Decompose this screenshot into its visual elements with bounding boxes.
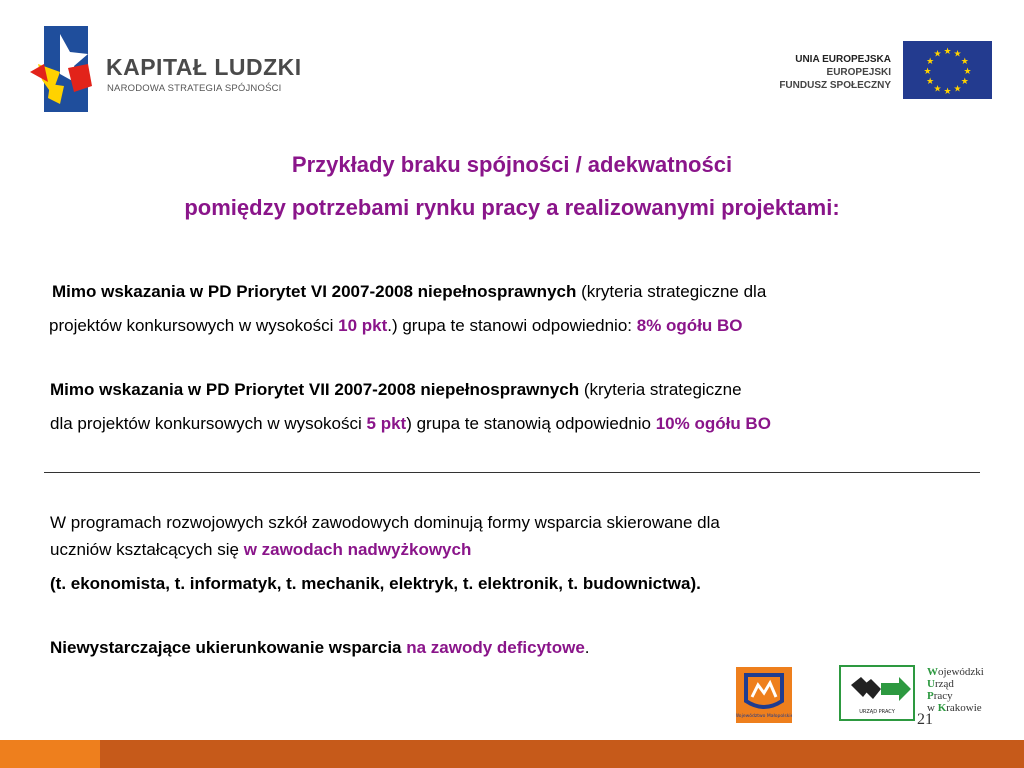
svg-text:★: ★ [960, 77, 969, 87]
para2-text-b: ) grupa te stanowią odpowiednio [406, 414, 656, 433]
svg-text:★: ★ [953, 84, 962, 95]
svg-text:★: ★ [943, 87, 952, 97]
para3-text-a: uczniów kształcących się [50, 540, 244, 559]
para1-bold: Mimo wskazania w PD Priorytet VI 2007-2008 niepełnosprawnych [52, 282, 577, 301]
malopolska-crest-icon [736, 667, 792, 723]
para4-line [50, 637, 590, 659]
kapital-ludzki-logo [30, 24, 300, 114]
para3-line2 [50, 539, 471, 561]
wup-word2: rząd [934, 678, 954, 690]
svg-text:★: ★ [923, 67, 932, 77]
svg-text:★: ★ [933, 84, 942, 95]
wup-letter-p: P [927, 690, 934, 702]
para4-end: . [584, 638, 590, 657]
para1-text-b: .) grupa te stanowi odpowiednio: [387, 316, 637, 335]
para2-rest: (kryteria strategiczne [579, 380, 742, 399]
para1-rest: (kryteria strategiczne dla [576, 282, 767, 301]
kapital-ludzki-title: KAPITAŁ LUDZKI [106, 54, 302, 80]
para1-line2 [49, 315, 743, 337]
kapital-ludzki-star-icon [30, 24, 100, 114]
section-divider [44, 472, 980, 473]
wup-letter-w: W [927, 666, 938, 678]
para2-points: 5 pkt [366, 414, 407, 433]
svg-text:★: ★ [926, 77, 935, 87]
para2-line2 [50, 413, 771, 435]
para2-line1 [50, 379, 742, 401]
wup-arrow-icon [841, 667, 913, 719]
eu-flag-icon [903, 41, 992, 99]
malopolska-logo [736, 667, 792, 723]
para2-text-a: dla projektów konkursowych w wysokości [50, 414, 367, 433]
slide-title-line1: Przykłady braku spójności / adekwatności [291, 152, 733, 177]
wup-letter-u: U [927, 678, 935, 690]
svg-text:★: ★ [933, 49, 942, 60]
para3-line1: W programach rozwojowych szkół zawodowych dominują formy wsparcia skierowane dla [50, 513, 720, 532]
svg-text:★: ★ [926, 57, 935, 67]
eu-label-line3: FUNDUSZ SPOŁECZNY [779, 80, 891, 91]
para1-line1 [52, 281, 766, 303]
para4-bold: Niewystarczające ukierunkowanie wsparcia [50, 638, 407, 657]
footer-bar [100, 740, 1024, 768]
para2-share: 10% ogółu BO [655, 414, 771, 433]
wup-name [927, 666, 984, 714]
para1-share: 8% ogółu BO [636, 316, 743, 335]
para2-bold: Mimo wskazania w PD Priorytet VII 2007-2008 niepełnosprawnych [50, 380, 580, 399]
svg-text:★: ★ [943, 47, 952, 57]
svg-text:★: ★ [960, 57, 969, 67]
svg-text:★: ★ [963, 67, 972, 77]
wup-word3: racy [933, 690, 953, 702]
slide-title-line2: pomiędzy potrzebami rynku pracy a realizowanymi projektami: [184, 195, 840, 220]
wup-box-caption: URZĄD PRACY [859, 709, 895, 715]
svg-text:★: ★ [953, 49, 962, 60]
page-number: 21 [917, 711, 933, 728]
wup-word4-prefix: w [927, 702, 938, 714]
para1-text-a: projektów konkursowych w wysokości [49, 316, 339, 335]
para4-deficit-professions: na zawody deficytowe [406, 638, 585, 657]
eu-label-line1: UNIA EUROPEJSKA [795, 54, 891, 65]
wup-word1: ojewódzki [938, 666, 984, 678]
eu-label-line2: EUROPEJSKI [826, 67, 891, 78]
eu-fund-label [779, 53, 891, 92]
para1-points: 10 pkt [338, 316, 388, 335]
malopolska-caption: Województwo Małopolskie [736, 714, 792, 719]
wup-letter-k: K [937, 702, 947, 714]
footer-bar-accent [0, 740, 100, 768]
wup-emblem [839, 665, 915, 721]
wup-word4: rakowie [946, 702, 982, 714]
para3-surplus-professions: w zawodach nadwyżkowych [243, 540, 472, 559]
para3-line3: (t. ekonomista, t. informatyk, t. mechanik, elektryk, t. elektronik, t. budownictwa). [50, 574, 701, 593]
kapital-ludzki-subtitle: NARODOWA STRATEGIA SPÓJNOŚCI [107, 83, 282, 94]
